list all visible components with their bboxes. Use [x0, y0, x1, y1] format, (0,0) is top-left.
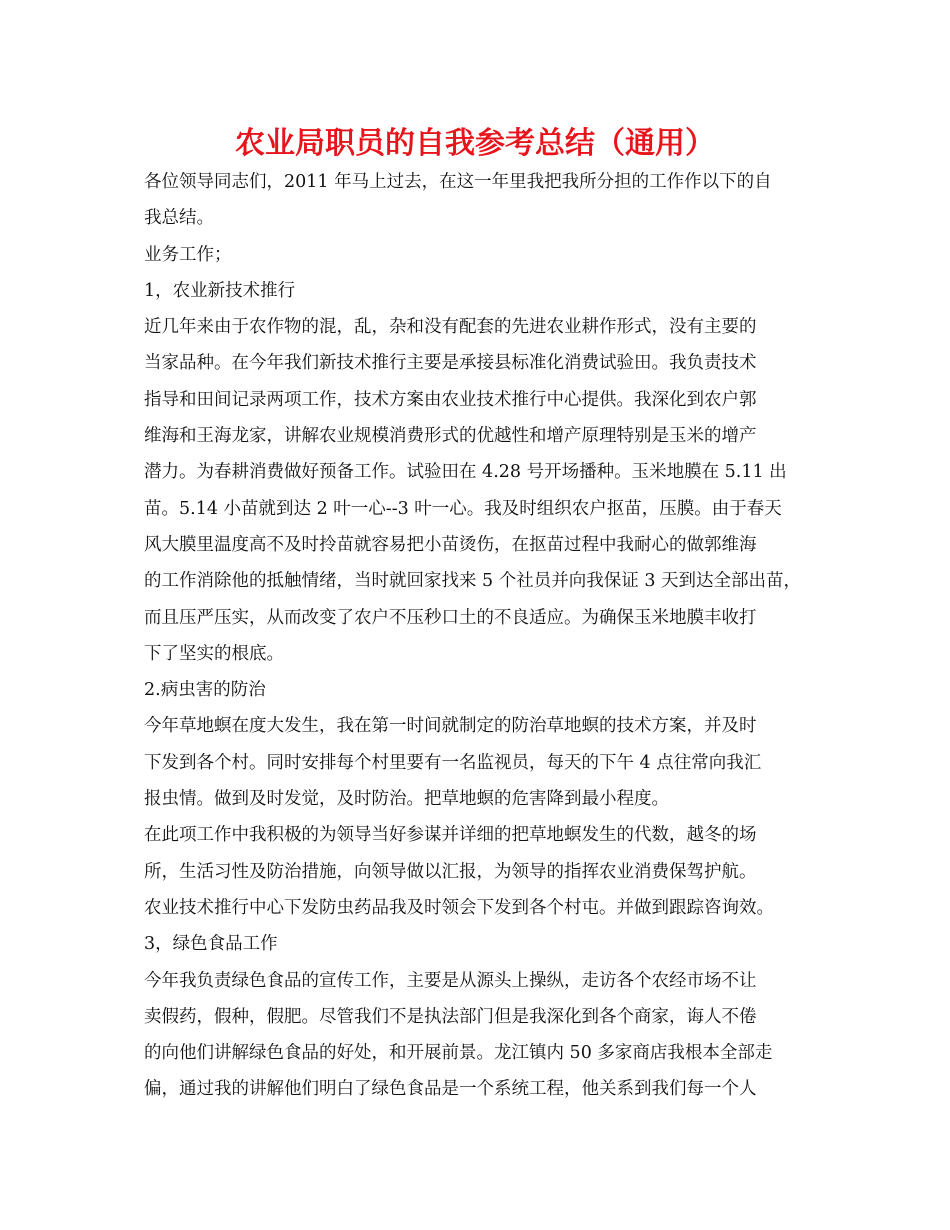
text-line: 的工作消除他的抵触情绪，当时就回家找来 5 个社员并向我保证 3 天到达全部出苗，: [144, 571, 802, 592]
text-line: 今年草地螟在度大发生，我在第一时间就制定的防治草地螟的技术方案，并及时: [144, 716, 757, 737]
text-line: 苗。5.14 小苗就到达 2 叶一心--3 叶一心。我及时组织农户抠苗，压膜。由于春天: [144, 498, 782, 519]
text-line: 各位领导同志们，2011 年马上过去，在这一年里我把我所分担的工作作以下的自: [144, 172, 772, 192]
text-line: 近几年来由于农作物的混，乱，杂和没有配套的先进农业耕作形式，没有主要的: [144, 317, 757, 338]
text-line: 当家品种。在今年我们新技术推行主要是承接县标准化消费试验田。我负责技术: [144, 353, 757, 374]
text-line: 下了坚实的根底。: [144, 643, 284, 664]
text-line: 3，绿色食品工作: [144, 934, 278, 955]
text-line: 而且压严压实，从而改变了农户不压秒口土的不良适应。为确保玉米地膜丰收打: [144, 607, 757, 628]
text-line: 卖假药，假种，假肥。尽管我们不是执法部门但是我深化到各个商家，诲人不倦: [144, 1006, 757, 1027]
text-line: 2.病虫害的防治: [144, 680, 266, 701]
text-line: 指导和田间记录两项工作，技术方案由农业技术推行中心提供。我深化到农户郭: [144, 389, 757, 410]
text-line: 偏，通过我的讲解他们明白了绿色食品是一个系统工程，他关系到我们每一个人: [144, 1079, 757, 1100]
text-line: 今年我负责绿色食品的宣传工作，主要是从源头上操纵，走访各个农经市场不让: [144, 970, 757, 991]
text-line: 潜力。为春耕消费做好预备工作。试验田在 4.28 号开场播种。玉米地膜在 5.11 出: [144, 462, 787, 483]
text-line: 1，农业新技术推行: [144, 280, 296, 301]
text-line: 报虫情。做到及时发觉，及时防治。把草地螟的危害降到最小程度。: [144, 789, 669, 810]
text-line: 农业技术推行中心下发防虫药品我及时领会下发到各个村屯。并做到跟踪咨询效。: [144, 897, 774, 918]
text-line: 下发到各个村。同时安排每个村里要有一名监视员，每天的下午 4 点往常向我汇: [144, 752, 762, 773]
text-line: 在此项工作中我积极的为领导当好参谋并详细的把草地螟发生的代数，越冬的场: [144, 825, 757, 846]
text-line: 我总结。: [144, 208, 214, 229]
text-line: 的向他们讲解绿色食品的好处，和开展前景。龙江镇内 50 多家商店我根本全部走: [144, 1043, 773, 1064]
document-title: 农业局职员的自我参考总结（通用）: [235, 126, 715, 161]
text-line: 维海和王海龙家，讲解农业规模消费形式的优越性和增产原理特别是玉米的增产: [144, 426, 757, 447]
document-body: [144, 164, 844, 1108]
text-line: 所，生活习性及防治措施，向领导做以汇报，为领导的指挥农业消费保驾护航。: [144, 861, 757, 882]
text-line: 业务工作；: [144, 244, 232, 265]
text-line: 风大膜里温度高不及时拎苗就容易把小苗烫伤，在抠苗过程中我耐心的做郭维海: [144, 534, 757, 555]
